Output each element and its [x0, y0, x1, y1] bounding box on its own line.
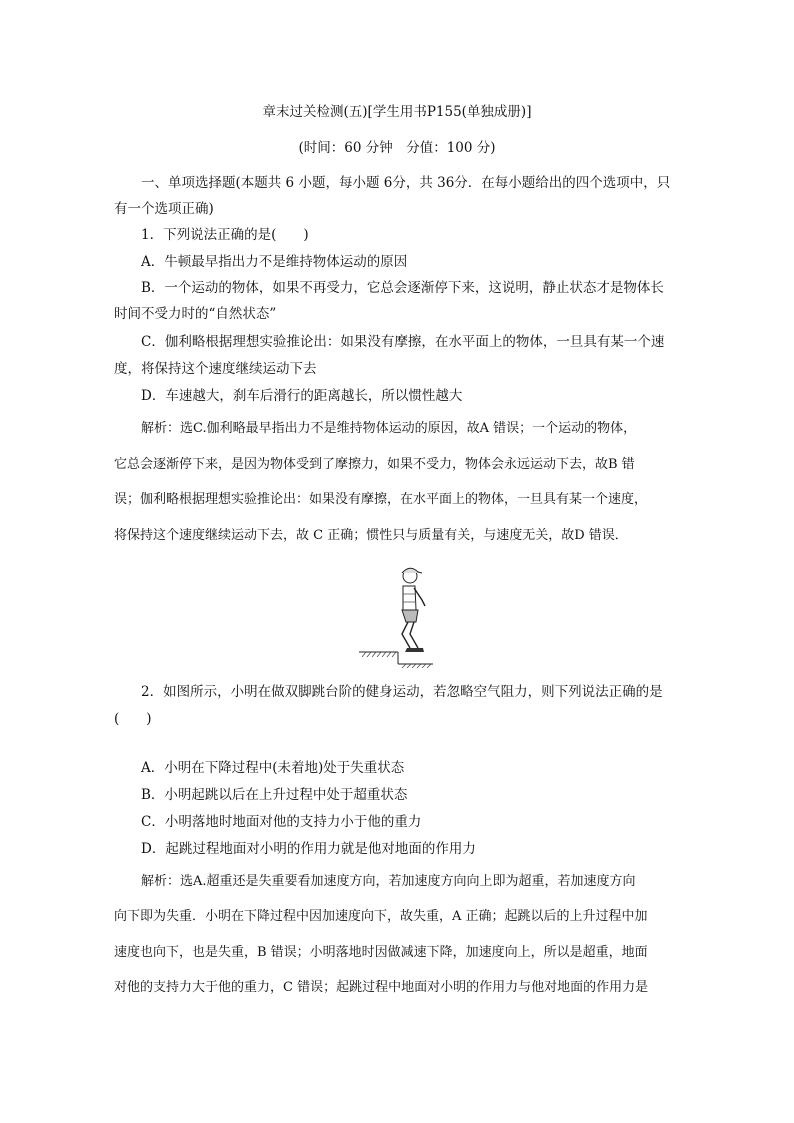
q1-answer-cont2: 误；伽利略根据理想实验推论出：如果没有摩擦，在水平面上的物体，一旦具有某一个速度， [114, 492, 648, 507]
q2-option-b: B．小明起跳以后在上升过程中处于超重状态 [141, 787, 408, 803]
section-heading-cont: 有一个选项正确) [114, 201, 214, 217]
q2-option-c: C．小明落地时地面对他的支持力小于他的重力 [141, 814, 422, 830]
q1-stem: 1．下列说法正确的是( ) [141, 227, 309, 243]
q1-option-d: D．车速越大，刹车后滑行的距离越长，所以惯性越大 [141, 388, 463, 404]
q2-stem: 2．如图所示，小明在做双脚跳台阶的健身运动，若忽略空气阻力，则下列说法正确的是 [141, 684, 663, 700]
q1-answer: 解析：选C.伽利略最早指出力不是维持物体运动的原因，故A 错误；一个运动的物体， [141, 421, 637, 436]
q2-option-d: D．起跳过程地面对小明的作用力就是他对地面的作用力 [141, 841, 476, 857]
q2-stem-cont: ( ) [114, 711, 152, 727]
q1-option-c: C．伽利略根据理想实验推论出：如果没有摩擦，在水平面上的物体，一旦具有某一个速 [141, 334, 665, 350]
q2-option-a: A．小明在下降过程中(未着地)处于失重状态 [141, 760, 405, 776]
q1-answer-cont3: 将保持这个速度继续运动下去，故 C 正确；惯性只与质量有关，与速度无关，故D 错误． [114, 528, 628, 543]
q1-option-a: A．牛顿最早指出力不是维持物体运动的原因 [141, 254, 408, 270]
jumping-boy-figure [358, 560, 434, 668]
section-heading: 一、单项选择题(本题共 6 小题，每小题 6分，共 36分．在每小题给出的四个选项中，只 [141, 175, 671, 191]
q2-answer: 解析：选A.超重还是失重要看加速度方向，若加速度方向向上即为超重，若加速度方向 [141, 874, 636, 889]
q2-answer-cont3: 对他的支持力大于他的重力，C 错误；起跳过程中地面对小明的作用力与他对地面的作用力是 [114, 980, 649, 995]
q2-answer-cont2: 速度也向下，也是失重，B 错误；小明落地时因做减速下降，加速度向上，所以是超重，地面 [114, 945, 648, 960]
q1-option-b: B．一个运动的物体，如果不再受力，它总会逐渐停下来，这说明，静止状态才是物体长 [141, 280, 664, 296]
q1-option-c-cont: 度，将保持这个速度继续运动下去 [114, 361, 317, 377]
page-title: 章末过关检测(五)[学生用书P155(单独成册)] [262, 104, 532, 120]
exam-meta: (时间：60 分钟 分值：100 分) [298, 140, 496, 156]
q1-answer-cont1: 它总会逐渐停下来，是因为物体受到了摩擦力，如果不受力，物体会永远运动下去，故B 错 [114, 457, 635, 472]
q1-option-b-cont: 时间不受力时的“自然状态” [114, 306, 277, 322]
q2-answer-cont1: 向下即为失重．小明在下降过程中因加速度向下，故失重，A 正确；起跳以后的上升过程中加 [114, 909, 648, 924]
